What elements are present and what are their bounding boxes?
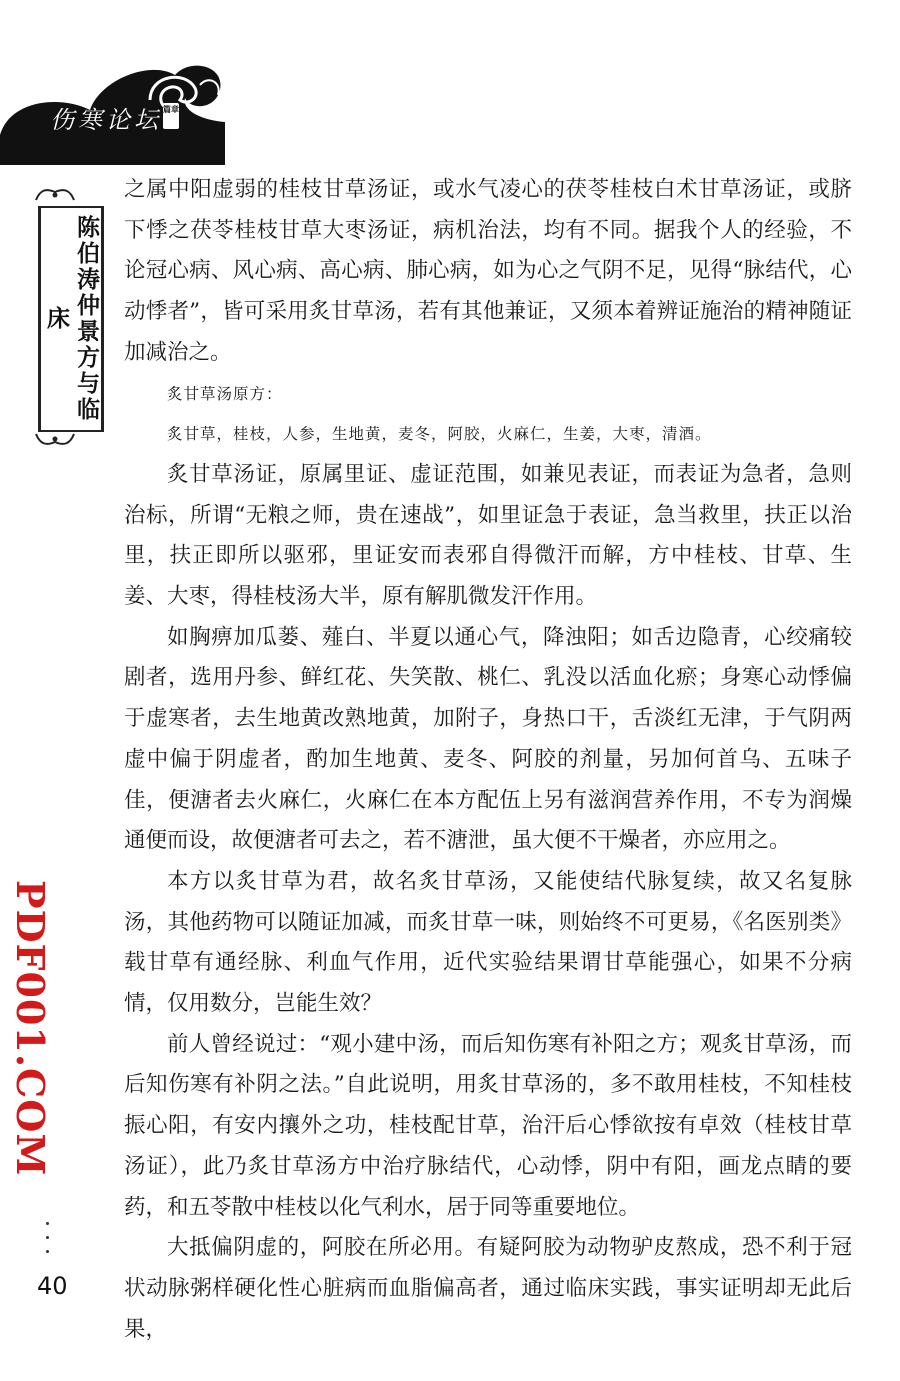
header-title: 伤寒论坛	[50, 106, 162, 134]
page-dots-ornament	[46, 1222, 50, 1264]
recipe-heading: 炙甘草汤原方：	[167, 384, 283, 403]
sidebar-bottom-ornament	[34, 432, 76, 448]
recipe-ingredients: 炙甘草，桂枝，人参，生地黄，麦冬，阿胶，火麻仁，生姜，大枣，清酒。	[167, 425, 712, 444]
paragraph: 如胸痹加瓜蒌、薤白、半夏以通心气，降浊阳；如舌边隐青，心绞痛较剧者，选用丹参、鲜红花、失笑散、桃仁、乳没以活血化瘀；身寒心动悸偏于虚寒者，去生地黄改熟地黄，加附子，身热口干，舌淡红无津，于气阴两虚中偏于阴虚者，酌加生地黄、麦冬、阿胶的剂量，另加何首乌、五味子佳，便溏者去火麻仁，火麻仁在本方配伍上另有滋润营养作用，不专为润燥通便而设，故便溏者可去之，若不溏泄，虽大便不干燥者，亦应用之。	[124, 624, 852, 854]
sidebar-title: 陈伯涛仲景方与临床	[38, 206, 104, 432]
paragraph: 炙甘草汤证，原属里证、虚证范围，如兼见表证，而表证为急者，急则治标，所谓“无粮之师，贵在速战”，如里证急于表证，急当救里，扶正以治里，扶正即所以驱邪，里证安而表邪自得微汗而解，方中桂枝、甘草、生姜、大枣，得桂枝汤大半，原有解肌微发汗作用。	[124, 461, 852, 610]
paragraph: 大抵偏阴虚的，阿胶在所必用。有疑阿胶为动物驴皮熬成，恐不利于冠状动脉粥样硬化性心脏病而血脂偏高者，通过临床实践，事实证明却无此后果，	[124, 1235, 852, 1342]
sidebar-top-ornament	[34, 186, 76, 202]
header-seal: 篇章	[163, 103, 179, 129]
paragraph: 之属中阳虚弱的桂枝甘草汤证，或水气凌心的茯苓桂枝白术甘草汤证，或脐下悸之茯苓桂枝甘草大枣汤证，病机治法，均有不同。据我个人的经验，不论冠心病、风心病、高心病、肺心病，如为心之气阴不足，见得“脉结代，心动悸者”，皆可采用炙甘草汤，若有其他兼证，又须本着辨证施治的精神随证加减治之。	[124, 177, 852, 365]
watermark-text: PDF001.COM	[8, 880, 53, 1177]
paragraph: 前人曾经说过：“观小建中汤，而后知伤寒有补阳之方；观炙甘草汤，而后知伤寒有补阴之法。”自此说明，用炙甘草汤的，多不敢用桂枝，不知桂枝振心阳，有安内攘外之功，桂枝配甘草，治汗后心悸欲按有卓效（桂枝甘草汤证），此乃炙甘草汤方中治疗脉结代，心动悸，阴中有阳，画龙点睛的要药，和五苓散中桂枝以化气利水，居于同等重要地位。	[124, 1031, 852, 1220]
paragraph: 本方以炙甘草为君，故名炙甘草汤，又能使结代脉复续，故又名复脉汤，其他药物可以随证加减，而炙甘草一味，则始终不可更易，《名医别类》载甘草有通经脉、利血气作用，近代实验结果谓甘草能强心，如果不分病情，仅用数分，岂能生效？	[124, 868, 852, 1017]
sidebar-title-frame	[34, 186, 99, 452]
page-number: 40	[37, 1272, 68, 1300]
body-text	[124, 170, 852, 1350]
